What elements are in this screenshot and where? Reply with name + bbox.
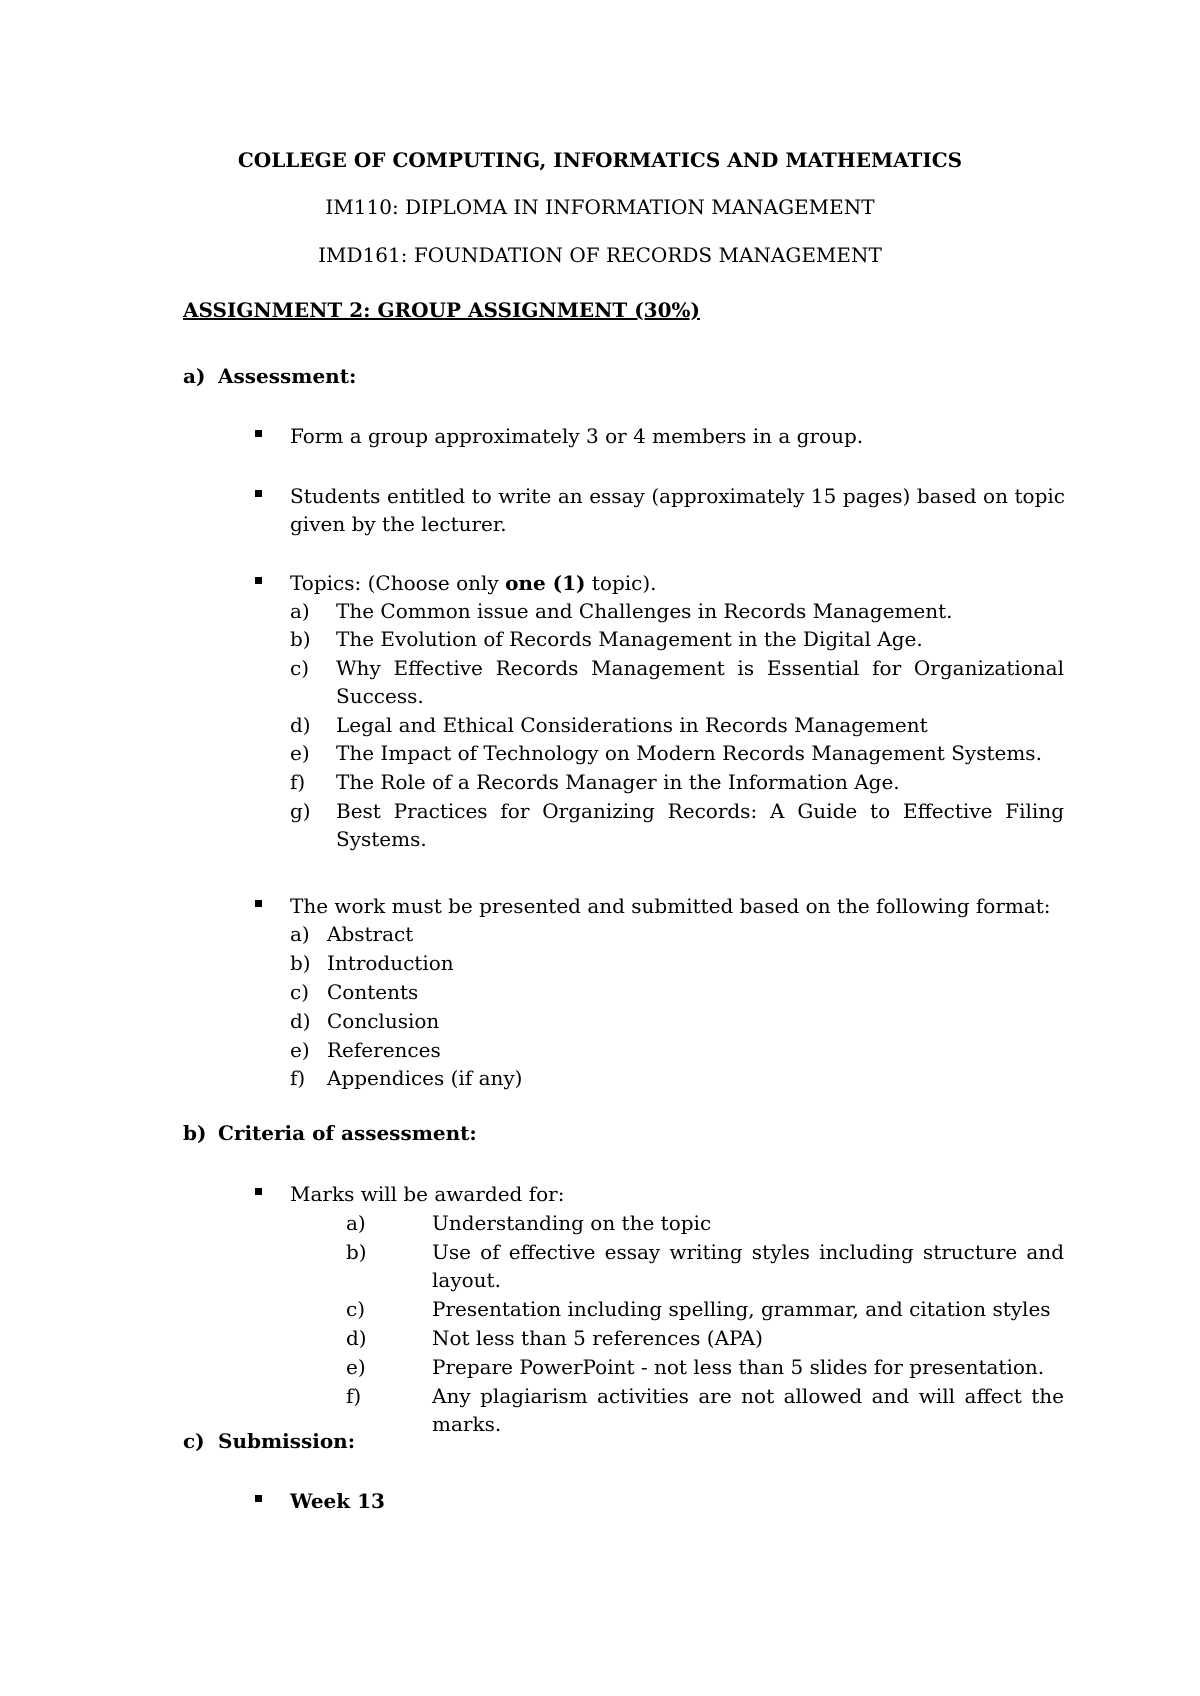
bullet-format: The work must be presented and submitted based on the following format:	[290, 894, 1051, 918]
course-name: IMD161: FOUNDATION OF RECORDS MANAGEMENT	[318, 243, 882, 267]
section-a-title: Assessment:	[218, 364, 357, 388]
bullet-square-icon	[253, 895, 263, 911]
programme-name: IM110: DIPLOMA IN INFORMATION MANAGEMENT	[325, 195, 875, 219]
list-marker: d)	[346, 1326, 367, 1350]
list-text: References	[327, 1038, 441, 1062]
list-text: Why Effective Records Management is Essential for Organizational Success.	[336, 656, 1064, 708]
list-marker: a)	[290, 599, 310, 623]
list-marker: c)	[290, 656, 310, 680]
section-b-label: b)	[183, 1121, 207, 1145]
section-c-heading	[183, 1429, 355, 1453]
list-text: Appendices (if any)	[327, 1066, 523, 1090]
list-text: The Impact of Technology on Modern Records Management Systems.	[336, 741, 1042, 765]
list-marker: f)	[346, 1384, 362, 1408]
list-text: The Role of a Records Manager in the Information Age.	[336, 770, 900, 794]
assignment-title: ASSIGNMENT 2: GROUP ASSIGNMENT (30%)	[183, 298, 700, 322]
bullet-topics	[290, 569, 1065, 597]
list-marker: f)	[290, 1066, 306, 1090]
list-marker: c)	[346, 1297, 366, 1321]
section-a-heading	[183, 364, 356, 388]
section-b-title: Criteria of assessment:	[218, 1121, 477, 1145]
bullet-square-icon	[253, 1183, 263, 1199]
bullet-marks: Marks will be awarded for:	[290, 1182, 565, 1206]
bullet-submission-week: Week 13	[290, 1489, 385, 1513]
list-marker: b)	[346, 1240, 367, 1264]
list-marker: d)	[290, 1009, 311, 1033]
list-text: Contents	[327, 980, 419, 1004]
list-marker: f)	[290, 770, 306, 794]
list-text: Prepare PowerPoint - not less than 5 slides for presentation.	[432, 1355, 1045, 1379]
list-text: Use of effective essay writing styles including structure and layout.	[432, 1240, 1064, 1292]
bullet-square-icon	[253, 572, 263, 588]
list-marker: a)	[346, 1211, 366, 1235]
topics-text-pre: Topics: (Choose only	[290, 571, 506, 595]
list-marker: c)	[290, 980, 310, 1004]
list-text: Best Practices for Organizing Records: A Guide to Effective Filing Systems.	[336, 799, 1064, 851]
list-marker: b)	[290, 627, 311, 651]
topics-text-post: topic).	[585, 571, 657, 595]
list-text: Legal and Ethical Considerations in Records Management	[336, 713, 928, 737]
college-name: COLLEGE OF COMPUTING, INFORMATICS AND MATHEMATICS	[237, 148, 963, 172]
list-text: Not less than 5 references (APA)	[432, 1326, 763, 1350]
topics-text-bold: one (1)	[505, 571, 586, 595]
list-marker: d)	[290, 713, 311, 737]
list-marker: e)	[290, 741, 310, 765]
list-marker: a)	[290, 922, 310, 946]
list-marker: e)	[346, 1355, 366, 1379]
section-a-label: a)	[183, 364, 206, 388]
list-text: Any plagiarism activities are not allowed and will affect the marks.	[432, 1384, 1064, 1436]
list-text: Presentation including spelling, grammar, and citation styles	[432, 1297, 1051, 1321]
bullet-essay-requirement: Students entitled to write an essay (approximately 15 pages) based on topic given by the lecturer.	[290, 484, 1065, 536]
list-marker: g)	[290, 799, 311, 823]
bullet-group-size: Form a group approximately 3 or 4 members in a group.	[290, 424, 864, 448]
list-text: Conclusion	[327, 1009, 440, 1033]
bullet-square-icon	[253, 1490, 263, 1506]
list-text: Understanding on the topic	[432, 1211, 712, 1235]
list-marker: b)	[290, 951, 311, 975]
list-text: Introduction	[327, 951, 454, 975]
bullet-square-icon	[253, 425, 263, 441]
list-text: The Evolution of Records Management in the Digital Age.	[336, 627, 923, 651]
list-text: The Common issue and Challenges in Records Management.	[336, 599, 953, 623]
list-marker: e)	[290, 1038, 310, 1062]
section-c-title: Submission:	[218, 1429, 356, 1453]
section-b-heading	[183, 1121, 477, 1145]
bullet-square-icon	[253, 485, 263, 501]
list-text: Abstract	[327, 922, 414, 946]
section-c-label: c)	[183, 1429, 205, 1453]
